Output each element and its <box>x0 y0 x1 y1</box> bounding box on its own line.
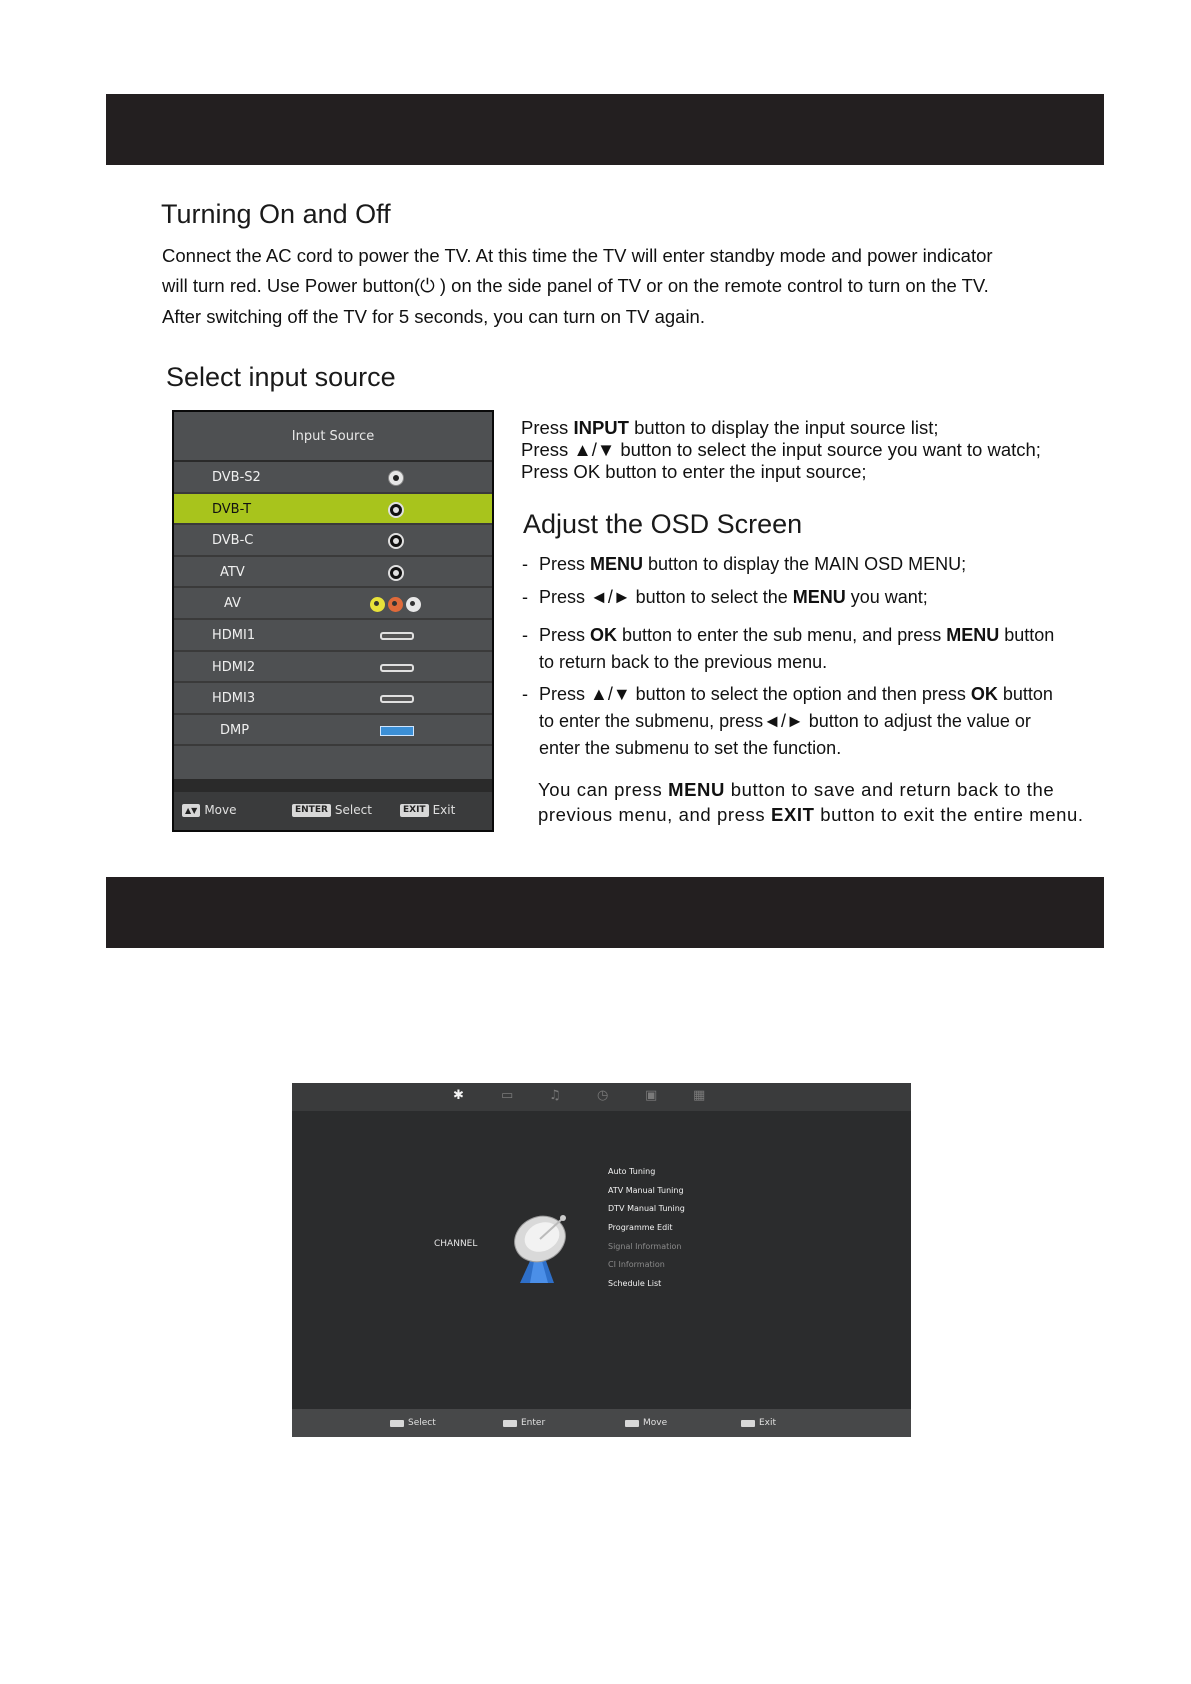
osd-bullet-2: - Press ◄/► button to select the MENU you want; <box>522 587 928 607</box>
coax-jack-icon <box>388 533 404 549</box>
input-row-atv[interactable]: ATV <box>174 557 492 589</box>
hdmi-port-icon <box>380 695 414 703</box>
option-ci-information: CI Information <box>608 1260 665 1270</box>
input-source-footer: ▲▼ Move ENTER Select EXIT Exit <box>174 792 492 830</box>
turning-line1: Connect the AC cord to power the TV. At this time the TV will enter standby mode and power indicator <box>162 245 993 266</box>
ok-key-icon <box>503 1420 517 1427</box>
enter-key-icon: ENTER <box>292 804 331 817</box>
gear-icon[interactable]: ✱ <box>453 1088 464 1103</box>
left-right-key-icon <box>625 1420 639 1427</box>
channel-options <box>608 1167 685 1298</box>
select-key-icon <box>390 1420 404 1427</box>
input-heading: Select input source <box>166 362 396 392</box>
input-row-dvb-s2[interactable]: DVB-S2 <box>174 462 492 494</box>
option-atv-manual-tuning[interactable]: ATV Manual Tuning <box>608 1185 684 1195</box>
option-schedule-list[interactable]: Schedule List <box>608 1279 662 1289</box>
exit-key-icon: EXIT <box>400 804 429 817</box>
channel-label: CHANNEL <box>434 1239 478 1249</box>
input-row-hdmi1[interactable]: HDMI1 <box>174 620 492 652</box>
option-auto-tuning[interactable]: Auto Tuning <box>608 1167 656 1176</box>
input-row-dmp[interactable]: DMP <box>174 715 492 747</box>
up-down-arrows-icon: ▲▼ <box>182 804 200 817</box>
option-dtv-manual-tuning[interactable]: DTV Manual Tuning <box>608 1204 685 1214</box>
input-row-hdmi2[interactable]: HDMI2 <box>174 652 492 684</box>
turning-line3: After switching off the TV for 5 seconds, you can turn on TV again. <box>162 306 705 327</box>
lock-icon[interactable]: ▣ <box>645 1088 658 1103</box>
input-instructions: Press INPUT button to display the input source list; Press ▲/▼ button to select the input source you want to watch; Press OK button to enter the input source; <box>521 417 1041 482</box>
input-source-menu <box>172 410 494 832</box>
coax-jack-icon <box>388 470 404 486</box>
input-row-av[interactable]: AV <box>174 588 492 620</box>
input-row-dvb-c[interactable]: DVB-C <box>174 525 492 557</box>
rca-jacks-icon <box>370 594 421 614</box>
channel-menu <box>292 1083 911 1437</box>
osd-final-note: You can press MENU button to save and return back to the previous menu, and press EXIT button to exit the entire menu. <box>538 779 1084 825</box>
option-programme-edit[interactable]: Programme Edit <box>608 1223 673 1233</box>
input-row-dvb-t[interactable]: DVB-T <box>174 494 492 526</box>
coax-jack-icon <box>388 502 404 518</box>
option-signal-information: Signal Information <box>608 1241 682 1251</box>
coax-jack-icon <box>388 565 404 581</box>
osd-bullet-3: - Press OK button to enter the sub menu, and press MENU button to return back to the previous menu. <box>522 625 1055 672</box>
hdmi-port-icon <box>380 632 414 640</box>
turning-paragraph <box>162 241 993 332</box>
section-header-bar <box>106 877 1104 948</box>
music-icon[interactable]: ♫ <box>549 1088 561 1103</box>
picture-icon[interactable]: ▭ <box>501 1088 514 1103</box>
power-icon: ⏻ <box>420 276 435 297</box>
menu-tab-bar <box>292 1083 911 1111</box>
turning-line2: will turn red. Use Power button(⏻ ) on the side panel of TV or on the remote control to turn on the TV. <box>162 275 989 297</box>
turning-heading: Turning On and Off <box>161 199 391 229</box>
channel-menu-footer: Select Enter Move Exit <box>292 1409 911 1437</box>
section-header-bar <box>106 94 1104 165</box>
input-source-title: Input Source <box>174 412 492 462</box>
osd-heading: Adjust the OSD Screen <box>523 509 803 539</box>
hdmi-port-icon <box>380 664 414 672</box>
input-row-hdmi3[interactable]: HDMI3 <box>174 683 492 715</box>
clock-icon[interactable]: ◷ <box>597 1088 609 1103</box>
osd-bullet-4: - Press ▲/▼ button to select the option and then press OK button to enter the submenu, press◄/► button to adjust the value or enter the submenu to set the function. <box>522 684 1053 758</box>
grid-icon[interactable]: ▦ <box>693 1088 706 1103</box>
satellite-dish-icon <box>510 1211 576 1285</box>
usb-port-icon <box>380 726 414 736</box>
exit-key-icon <box>741 1420 755 1427</box>
osd-bullet-1: - Press MENU button to display the MAIN OSD MENU; <box>522 554 967 574</box>
